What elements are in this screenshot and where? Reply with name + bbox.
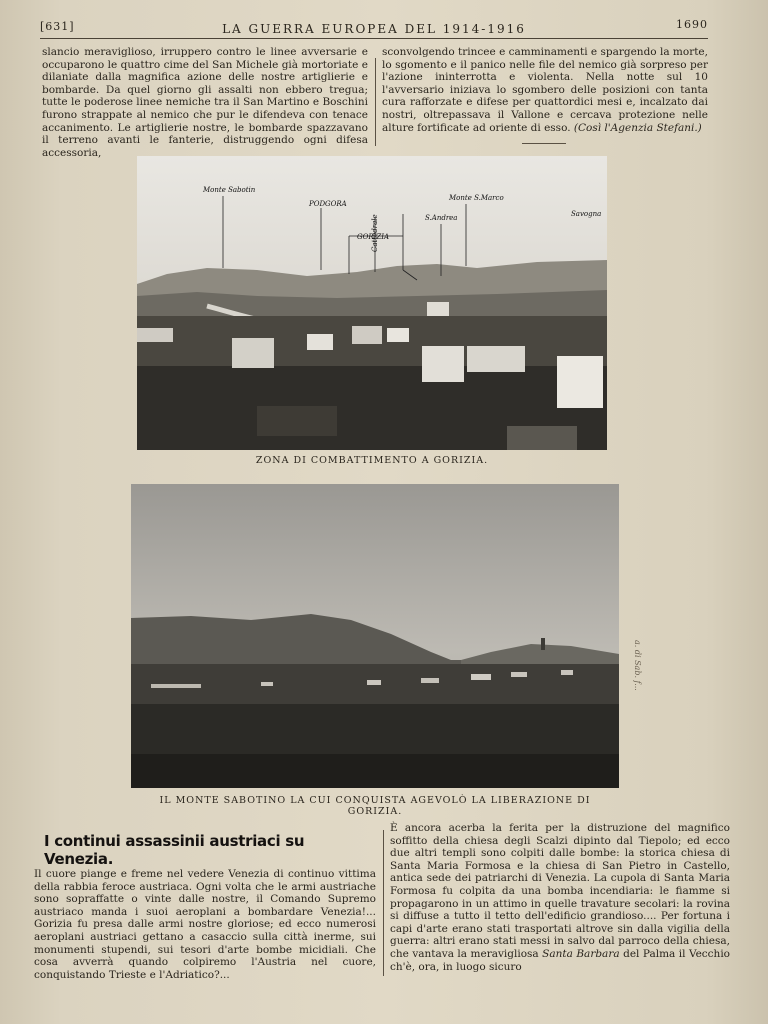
- article-left-text: Il cuore piange e freme nel vedere Venezia di continuo vittima della rabbia feroce austriaca. Ogni volta che le armi austriache sono sopraffatte o vinte dalle nostre, il Comando Supremo austriaco manda i suoi aeroplani a bombardare Venezia!... Gorizia fu presa dalle armi nostre gloriose; ed ecco numerosi aeroplani austriaci gettano a casaccio sulla città inerme, sui monumenti stupendi, sui tesori d'arte bombe micidiali. Che cosa avverrà quando colpiremo l'Austria nel cuore, conquistando Trieste e l'Adriatico?...: [34, 868, 376, 981]
- gorizia-panorama-photo: [137, 156, 607, 450]
- label-podgora: PODGORA: [309, 200, 347, 208]
- label-monte-sabotin: Monte Sabotin: [203, 186, 256, 194]
- news-source: (Così l'Agenzia Stefani.): [573, 121, 702, 134]
- page-number-left: [631]: [40, 20, 75, 33]
- article-right-main: È ancora acerba la ferita per la distruzione del magnifico soffitto della chiesa degli Scalzi dipinto dal Tiepolo; ed ecco due altri templi sono colpiti dalle bombe: la storica chiesa di Santa Maria Formosa e la chiesa di San Pietro in Castello, antica sede dei patriarchi di Venezia. La cupola di Santa Maria Formosa fu colpita da una bomba incendiaria: le fiamme si propagarono in un attimo in quelle travature secolari: la rovina si diffuse a tutto il tetto dell'edificio grandioso.... Per fortuna i capi d'arte erano stati trasportati altrove sin dalla vigilia della guerra: altri erano stati messi in salvo dal parroco della chiesa, che vantava la meravigliosa: [390, 822, 730, 960]
- label-s-andrea: S.Andrea: [425, 214, 458, 222]
- end-mark: [522, 143, 566, 144]
- top-left-text: slancio meraviglioso, irruppero contro le linee avversarie e occuparono le quattro cime del San Michele già mortoriate e dilaniate dalla magnifica azione delle nostre artiglierie e bombarde. Da quel giorno gli assalti non ebbero tregua; tutte le poderose linee nemiche tra il San Martino e Boschini furono strappate al nemico che pur le difendeva con tenace accanimento. Le artiglierie nostre, le bombarde spazzavano il terreno avanti le fanterie, distruggendo ogni difesa accessoria,: [42, 46, 368, 159]
- monte-sabotino-image: [131, 484, 619, 788]
- page-header: [40, 18, 708, 40]
- article-right-column: [390, 822, 730, 973]
- label-cattedrale: Cattedrale: [371, 214, 379, 252]
- header-rule: [40, 38, 708, 39]
- top-right-main: sconvolgendo trincee e camminamenti e spargendo la morte, lo sgomento e il panico nelle file del nemico già sorpreso per l'azione ininterrotta e violenta. Nella notte sul 10 l'avversario iniziava lo sgombero delle posizioni con tanta cura rafforzate e difese per quattordici mesi e, incalzato dai nostri, oltrepassava il Vallone e cercava protezione nelle alture fortificate ad oriente di esso.: [382, 46, 708, 134]
- page-number-right: 1690: [676, 18, 708, 31]
- top-right-column: [382, 46, 708, 134]
- label-gorizia: GORIZIA: [357, 233, 390, 241]
- top-left-column: [42, 46, 368, 159]
- gorizia-panorama-image: [137, 156, 607, 450]
- article-artwork-title: Santa Barbara: [542, 947, 620, 960]
- article-right-text: [390, 822, 730, 973]
- photo1-caption: ZONA DI COMBATTIMENTO A GORIZIA.: [255, 455, 489, 466]
- article-right-tail: del Palma il Vecchio ch'è, ora, in luogo sicuro: [390, 947, 730, 973]
- column-divider-top: [375, 58, 376, 146]
- handwritten-margin-note: a. di Sab. f...: [633, 640, 642, 691]
- monte-sabotino-photo: [131, 484, 619, 788]
- label-savogna: Savogna: [571, 210, 602, 218]
- top-right-text: [382, 46, 708, 134]
- label-monte-s-marco: Monte S.Marco: [449, 194, 504, 202]
- publication-title: LA GUERRA EUROPEA DEL 1914-1916: [222, 22, 526, 36]
- article-left-column: [34, 868, 376, 981]
- column-divider-bottom: [383, 830, 384, 976]
- photo2-caption: IL MONTE SABOTINO LA CUI CONQUISTA AGEVOLÒ LA LIBERAZIONE DI GORIZIA.: [159, 795, 591, 817]
- article-headline: I continui assassinii austriaci su Venezia.: [44, 832, 305, 868]
